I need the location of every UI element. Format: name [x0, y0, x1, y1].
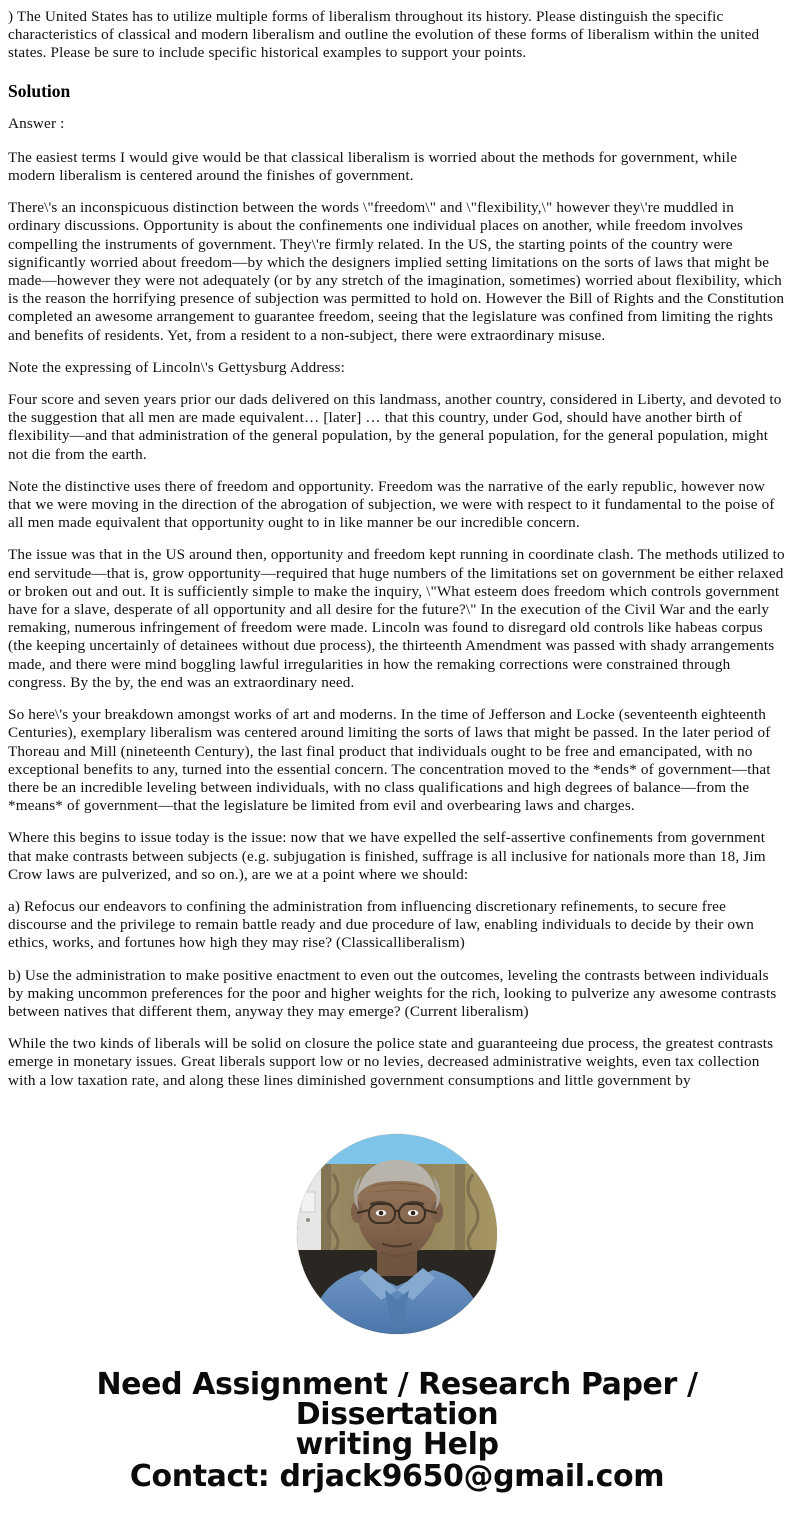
profile-photo-container — [0, 1120, 794, 1344]
body-paragraph-1: The easiest terms I would give would be that classical liberalism is worried about the methods for government, while modern liberalism is centered around the finishes of government. — [8, 148, 738, 185]
body-paragraph-7: So here\'s your breakdown amongst works of art and moderns. In the time of Jefferson and Locke (seventeenth eighteenth Centuries), exemplary liberalism was centered around limiting the sorts of laws that might be passed. In the later period of Thoreau and Mill (nineteenth Century), the last final product that individuals ought to be free and emancipated, with no exceptional benefits to any, turned into the essential concern. The concentration moved to the *ends* of government—that there be an incredible leveling between individuals, with no class qualifications and high degrees of balance—from the *means* of government—that the legislature be limited from evil and overbearing laws and charges. — [8, 706, 771, 815]
avatar-portrait-icon — [297, 1134, 497, 1334]
body-paragraph-4: Four score and seven years prior our dads delivered on this landmass, another country, considered in Liberty, and devoted to the suggestion that all men are made equivalent… [later] … that this country, under God, should have another birth of flexibility—and that administration of the general population, by the general population, for the general population, might not die from the earth. — [8, 391, 782, 463]
question-paragraph: ) The United States has to utilize multiple forms of liberalism throughout its history. Please distinguish the specific characteristics of classical and modern liberalism and outline the evolution of these forms of liberalism within the united states. Please be sure to include specific historical examples to support your points. — [8, 8, 760, 62]
body-paragraph-9: a) Refocus our endeavors to confining the administration from influencing discretionary refinements, to secure free discourse and the privilege to remain battle ready and due procedure of law, enabling individuals to decide by their own ethics, works, and fortunes how high they may rise? (Classicalliberalism) — [8, 897, 755, 952]
body-paragraph-5: Note the distinctive uses there of freedom and opportunity. Freedom was the narrative of the early republic, however now that we were moving in the direction of the abrogation of subjection, we were with respect to it fundamental to the poise of all men made equivalent that opportunity ought to in like manner be our incredible concern. — [8, 477, 775, 532]
footer-contact-block — [0, 1344, 794, 1512]
body-paragraph-11: While the two kinds of liberals will be solid on closure the police state and guaranteeing due process, the greatest contrasts emerge in monetary issues. Great liberals support low or no levies, decreased administrative weights, even tax collection with a low taxation rate, and along these lines diminished government consumptions and little government by — [8, 1035, 774, 1089]
avatar — [297, 1134, 497, 1334]
solution-heading: Solution — [8, 80, 71, 101]
body-paragraph-3: Note the expressing of Lincoln\'s Gettysburg Address: — [8, 358, 345, 376]
body-paragraph-2: There\'s an inconspicuous distinction between the words \"freedom\" and \"flexibility,\" however they\'re muddled in ordinary discussions. Opportunity is about the confinements one individual places on another, while freedom involves compelling the instruments of government. They\'re firmly related. In the US, the starting points of the country were significantly worried about freedom—by which the designers implied setting limitations on the sorts of laws that might be made—however they were not adequately (or by any stretch of the imagination, sometimes) worried about flexibility, which is the reason the horrifying presence of subjection was permitted to hold on. However the Bill of Rights and the Constitution completed an awesome arrangement to guarantee freedom, seeing that the legislature was confined from limiting the rights and benefits of residents. Yet, from a resident to a non-subject, there were extraordinary misuse. — [8, 199, 785, 344]
footer-headline-line-2: writing Help — [295, 1427, 499, 1462]
footer-headline-line-1: Need Assignment / Research Paper / Dissertation — [96, 1367, 698, 1432]
footer-contact-email: Contact: drjack9650@gmail.com — [129, 1459, 665, 1494]
body-paragraph-10: b) Use the administration to make positive enactment to even out the outcomes, leveling the contrasts between individuals by making uncommon preferences for the poor and higher weights for the rich, looking to pulverize any awesome contrasts between natives that different them, anyway they may emerge? (Current liberalism) — [8, 966, 777, 1020]
body-paragraph-6: The issue was that in the US around then, opportunity and freedom kept running in coordinate clash. The methods utilized to end servitude—that is, grow opportunity—required that huge numbers of the limitations set on government be either relaxed or broken out and out. It is sufficiently simple to make the inquiry, \"What esteem does freedom which controls government have for a slave, desperate of all opportunity and all desire for the future?\" In the execution of the Civil War and the early remaking, numerous infringement of freedom were made. Lincoln was found to disregard old controls like habeas corpus (the keeping uncertainly of detainees without due process), the thirteenth Amendment was passed with shady arrangements made, and there were mind boggling lawful irregularities in how the remaking corrections were constrained through congress. By the by, the end was an extraordinary need. — [8, 546, 785, 691]
answer-label: Answer : — [8, 114, 65, 132]
body-paragraph-8: Where this begins to issue today is the issue: now that we have expelled the self-assertive confinements from government that make contrasts between subjects (e.g. subjugation is finished, suffrage is all inclusive for nationals more than 18, Jim Crow laws are pulverized, and so on.), are we at a point where we should: — [8, 829, 766, 883]
